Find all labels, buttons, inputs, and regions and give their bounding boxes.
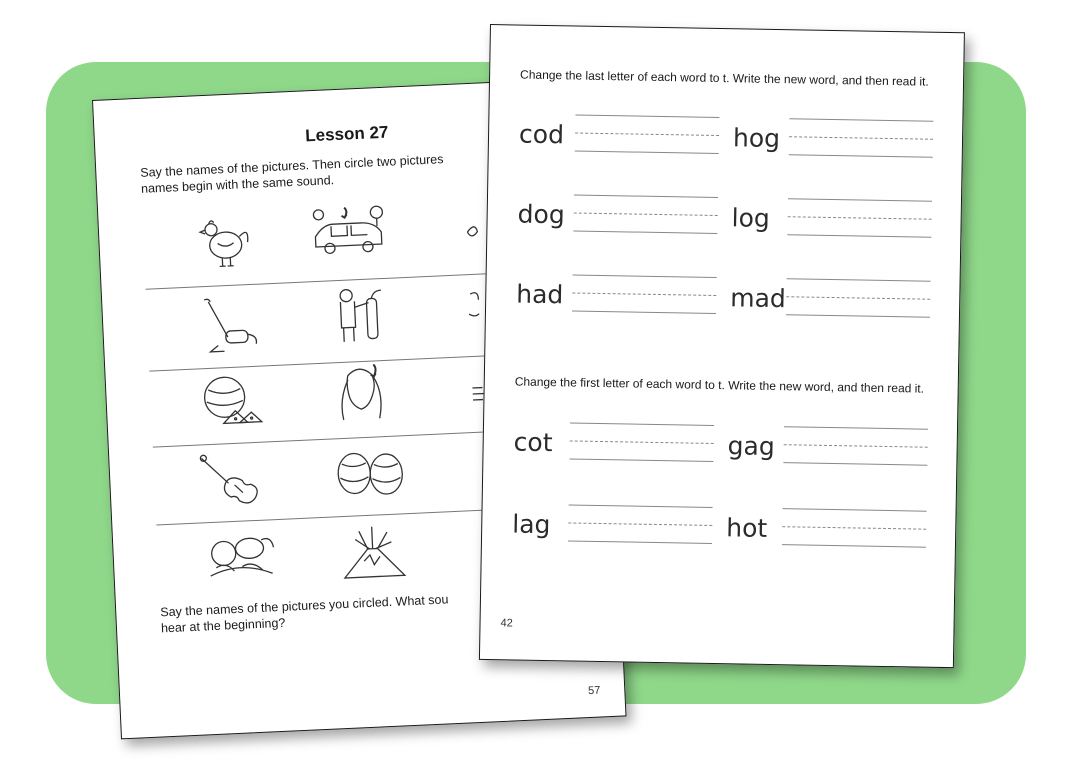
violin-picture[interactable] — [197, 449, 270, 512]
writing-line-answer[interactable] — [782, 544, 926, 548]
writing-line-mid — [782, 526, 926, 530]
firefighter-icon — [324, 284, 397, 347]
vacuum-cleaner-picture[interactable] — [194, 293, 267, 356]
writing-line-top — [573, 274, 717, 278]
word-item — [727, 425, 948, 473]
word-item — [726, 507, 947, 555]
vegetables-icon — [201, 525, 282, 588]
word-item — [519, 114, 740, 162]
page-number-right: 42 — [500, 617, 513, 630]
writing-line-mid — [574, 212, 718, 216]
writing-line-top — [783, 508, 927, 512]
instruction-line-2: names begin with the same sound. — [140, 173, 335, 196]
car-wash-picture[interactable] — [308, 200, 391, 264]
writing-line-answer[interactable] — [573, 230, 717, 234]
writing-line-mid — [568, 522, 712, 526]
section1-instruction: Change the last letter of each word to t. Write the new word, and then read it. — [520, 67, 929, 89]
hen-icon — [190, 211, 263, 274]
partial-picture — [464, 284, 485, 345]
writing-line-mid — [572, 292, 716, 296]
writing-line-top — [575, 115, 719, 119]
word-label: log — [731, 203, 771, 233]
section2-instruction: Change the first letter of each word to t. Write the new word, and then read it. — [514, 374, 925, 396]
writing-line-top — [570, 422, 714, 426]
word-label: hog — [732, 123, 781, 154]
worksheet-page-right — [479, 24, 965, 668]
word-item — [512, 503, 733, 551]
word-label: lag — [512, 509, 551, 540]
writing-line-top — [784, 426, 928, 430]
writing-line-answer[interactable] — [789, 154, 933, 158]
partial-picture — [460, 202, 481, 263]
lesson-title: Lesson 27 — [304, 122, 389, 146]
volcano-icon — [338, 519, 411, 582]
writing-line-top — [789, 118, 933, 122]
word-item — [733, 117, 954, 165]
writing-line-answer[interactable] — [783, 462, 927, 466]
word-label: mad — [730, 283, 787, 314]
writing-line-answer[interactable] — [786, 314, 930, 318]
word-label: hot — [725, 513, 768, 543]
car-wash-icon — [308, 200, 391, 264]
word-item — [517, 194, 738, 242]
writing-line-top — [574, 194, 718, 198]
word-label: dog — [517, 199, 565, 230]
instruction-line-1: Say the names of the pictures. Then circle two pictures — [140, 152, 444, 180]
writing-line-mid — [789, 136, 933, 140]
writing-line-mid — [784, 444, 928, 448]
word-item — [730, 277, 951, 325]
writing-line-mid — [570, 440, 714, 444]
writing-line-top — [569, 504, 713, 508]
vacuum-cleaner-icon — [194, 293, 267, 356]
page-number-left: 57 — [587, 684, 601, 698]
word-item — [513, 421, 734, 469]
writing-line-answer[interactable] — [575, 150, 719, 154]
word-label: cot — [513, 427, 553, 458]
writing-line-answer[interactable] — [787, 234, 931, 238]
word-item — [516, 274, 737, 322]
writing-line-top — [787, 278, 931, 282]
writing-line-answer[interactable] — [568, 540, 712, 544]
word-label: cod — [518, 119, 565, 150]
writing-line-mid — [575, 133, 719, 137]
watermelon-icon — [198, 371, 271, 434]
violin-icon — [197, 449, 270, 512]
writing-line-mid — [788, 216, 932, 220]
writing-line-mid — [786, 296, 930, 300]
firefighter-picture[interactable] — [324, 284, 397, 347]
writing-line-answer[interactable] — [572, 310, 716, 314]
yarn-picture[interactable] — [331, 441, 412, 504]
hen-picture[interactable] — [190, 211, 263, 274]
writing-line-answer[interactable] — [569, 458, 713, 462]
word-item — [731, 197, 952, 245]
veil-icon — [327, 359, 400, 422]
veil-picture[interactable] — [327, 359, 400, 422]
footer-question-line-2: hear at the beginning? — [160, 615, 286, 636]
footer-question-line-1: Say the names of the pictures you circled. What sou — [159, 592, 449, 620]
yarn-icon — [331, 441, 412, 504]
vegetables-picture[interactable] — [201, 525, 282, 588]
word-label: gag — [727, 431, 775, 462]
word-label: had — [516, 279, 564, 310]
watermelon-picture[interactable] — [198, 371, 271, 434]
writing-line-top — [788, 198, 932, 202]
volcano-picture[interactable] — [338, 519, 411, 582]
